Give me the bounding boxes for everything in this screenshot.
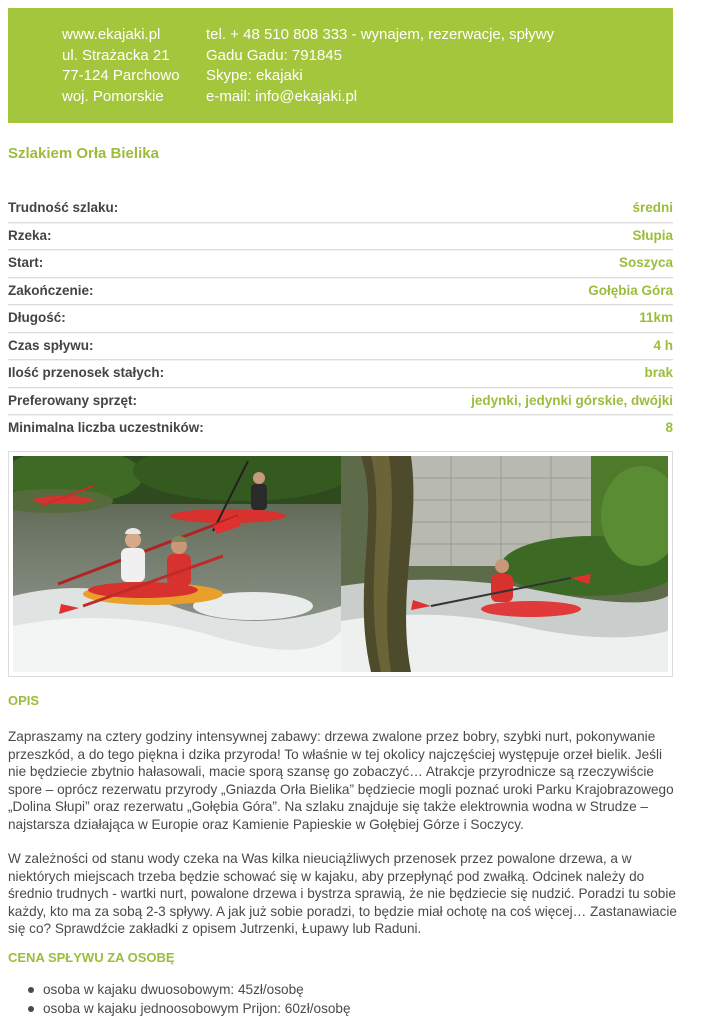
spec-label: Preferowany sprzęt: xyxy=(8,392,138,408)
spec-label: Ilość przenosek stałych: xyxy=(8,365,165,380)
gadugadu-text: Gadu Gadu: 791845 xyxy=(206,46,342,64)
opis-paragraph-2: W zależności od stanu wody czeka na Was kilka nieuciążliwych przenosek przez powalone drzewa, a w niektórych miejscach trzeba będzie schować się w kajaku, aby przepłynąć pod zwałką. Odcinek należy do średnio trudnych - wartki nurt, powalone drzewa i bystrza sprawią, że nie będziecie się nudzić. Poradzi tu sobie każdy, kto ma za sobą 2-3 spływy. A jak już sobie poradzi, to będzie miał ochotę na coś więcej… Zastanawiacie się co? Sprawdźcie zakładki z opisem Jutrzenki, Łupawy lub Raduni. xyxy=(8,851,677,936)
contact-block xyxy=(206,25,554,107)
spec-value: Gołębia Góra xyxy=(588,282,673,298)
list-item: osoba w kajaku jednoosobowym Prijon: 60zł/osobę xyxy=(8,999,351,1018)
postal-address: 77-124 Parchowo xyxy=(62,67,180,84)
photo-gallery xyxy=(8,451,673,677)
opis-heading: OPIS xyxy=(8,693,40,708)
spec-row-start xyxy=(8,250,673,278)
spec-label: Start: xyxy=(8,255,44,270)
price-list xyxy=(8,980,351,1018)
list-item: osoba w kajaku dwuosobowym: 45zł/osobę xyxy=(8,980,351,999)
price-heading: CENA SPŁYWU ZA OSOBĘ xyxy=(8,950,175,965)
spec-label: Zakończenie: xyxy=(8,282,94,298)
email-link[interactable]: e-mail: info@ekajaki.pl xyxy=(206,87,358,105)
street-address: ul. Strażacka 21 xyxy=(62,46,170,64)
spec-row-length xyxy=(8,305,673,333)
spec-label: Rzeka: xyxy=(8,227,52,243)
spec-row-portages xyxy=(8,360,673,388)
website-link[interactable]: www.ekajaki.pl xyxy=(62,26,161,43)
kayak-photo-tandem[interactable] xyxy=(13,456,341,672)
spec-label: Czas spływu: xyxy=(8,337,94,353)
spec-row-end xyxy=(8,278,673,306)
spec-value: Soszyca xyxy=(618,255,673,270)
spec-row-duration xyxy=(8,333,673,361)
spec-label: Trudność szlaku: xyxy=(8,200,119,215)
spec-value: jedynki, jedynki górskie, dwójki xyxy=(471,392,673,408)
spec-value: 8 xyxy=(665,420,673,435)
opis-paragraph-1: Zapraszamy na cztery godziny intensywnej zabawy: drzewa zwalone przez bobry, szybki nurt, pokonywanie przeszkód, a do tego piękna i dzika przyroda! To właśnie w tej okolicy najczęściej występuje orzeł bielik. Jeśli nie będziecie zbytnio hałasowali, macie sporą szansę go zobaczyć… Atrakcje przyrodnicze są rzeczywiście spore – oprócz rezerwatu przyrody „Gniazda Orła Bielika” będziecie mogli poznać uroki Parku Krajobrazowego „Dolina Słupi” oraz rezerwatu „Gołębia Góra”. Na szlaku znajduje się także elektrownia wodna w Strudze – najstarsza działająca w Europie oraz Kamienie Papieskie w Gołębiej Górze i Soczycy. xyxy=(8,729,674,832)
phone-text: tel. + 48 510 808 333 - wynajem, rezerwacje, spływy xyxy=(206,26,555,43)
spec-value: 11km xyxy=(639,310,673,325)
spec-value: brak xyxy=(644,365,673,380)
trail-specs-table xyxy=(8,195,673,442)
spec-label: Długość: xyxy=(8,310,66,325)
spec-value: średni xyxy=(632,200,673,215)
spec-row-min-participants xyxy=(8,415,673,442)
address-block xyxy=(62,25,180,107)
kayak-photo-solo[interactable] xyxy=(341,456,668,672)
region-address: woj. Pomorskie xyxy=(62,87,164,105)
spec-label: Minimalna liczba uczestników: xyxy=(8,420,204,435)
contact-header xyxy=(8,8,673,123)
spec-row-river xyxy=(8,223,673,251)
spec-value: 4 h xyxy=(653,337,673,353)
page-title: Szlakiem Orła Bielika xyxy=(8,145,159,162)
spec-row-difficulty xyxy=(8,195,673,223)
spec-row-equipment xyxy=(8,388,673,416)
spec-value: Słupia xyxy=(632,227,673,243)
skype-text: Skype: ekajaki xyxy=(206,67,303,84)
